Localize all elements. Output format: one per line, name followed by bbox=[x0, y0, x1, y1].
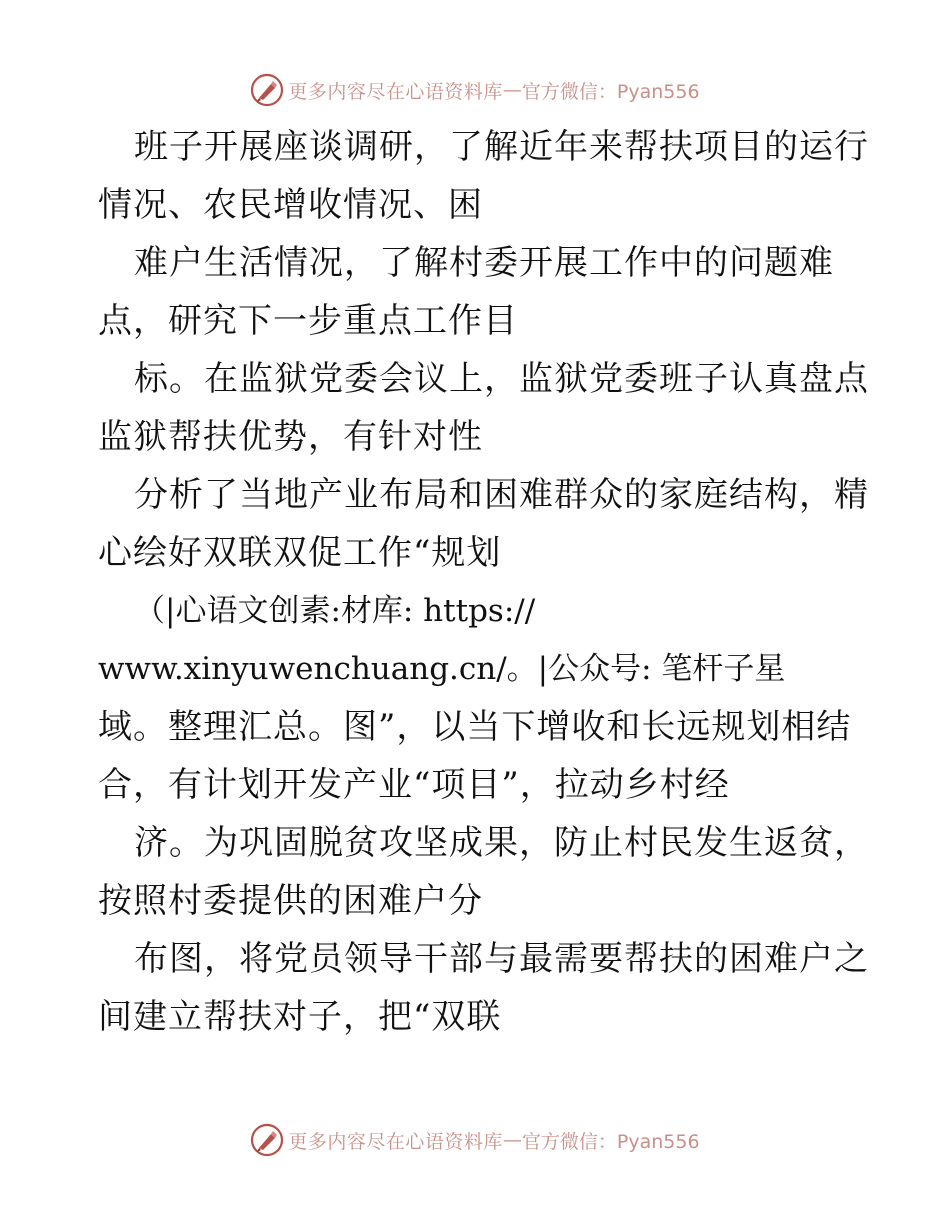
body-line: 域。整理汇总。图”，以当下增收和长远规划相结 bbox=[98, 707, 852, 747]
body-line: 按照村委提供的困难户分 bbox=[98, 881, 483, 921]
header-banner bbox=[0, 70, 950, 110]
body-line: 间建立帮扶对子，把“双联 bbox=[98, 997, 502, 1037]
body-line: 分析了当地产业布局和困难群众的家庭结构，精 bbox=[134, 475, 869, 515]
banner-separator: — bbox=[502, 1129, 522, 1151]
banner-text: 更多内容尽在心语资料库 bbox=[288, 1130, 503, 1153]
body-line: 合，有计划开发产业“项目”，拉动乡村经 bbox=[98, 765, 730, 805]
body-line: （|心语文创素:材库: https:// bbox=[134, 593, 536, 629]
banner-wechat: 官方微信：Pyan556 bbox=[521, 1130, 700, 1153]
body-line: 监狱帮扶优势，有针对性 bbox=[98, 417, 483, 457]
body-line: 标。在监狱党委会议上，监狱党委班子认真盘点 bbox=[134, 359, 869, 399]
pen-logo-icon bbox=[250, 1123, 284, 1157]
pen-logo-icon bbox=[250, 73, 284, 107]
document-body bbox=[98, 118, 869, 1046]
body-line: 难户生活情况，了解村委开展工作中的问题难 bbox=[134, 243, 834, 283]
body-line: 布图，将党员领导干部与最需要帮扶的困难户之 bbox=[134, 939, 869, 979]
body-line: 济。为巩固脱贫攻坚成果，防止村民发生返贫， bbox=[134, 823, 869, 863]
footer-banner bbox=[0, 1120, 950, 1160]
body-line: www.xinyuwenchuang.cn/。|公众号: 笔杆子星 bbox=[98, 651, 786, 687]
banner-wechat: 官方微信：Pyan556 bbox=[521, 80, 700, 103]
body-line: 情况、农民增收情况、困 bbox=[98, 185, 483, 225]
body-line: 心绘好双联双促工作“规划 bbox=[98, 533, 502, 573]
body-line: 班子开展座谈调研，了解近年来帮扶项目的运行 bbox=[134, 127, 869, 167]
body-line: 点，研究下一步重点工作目 bbox=[98, 301, 518, 341]
banner-separator: — bbox=[502, 79, 522, 101]
banner-text: 更多内容尽在心语资料库 bbox=[288, 80, 503, 103]
